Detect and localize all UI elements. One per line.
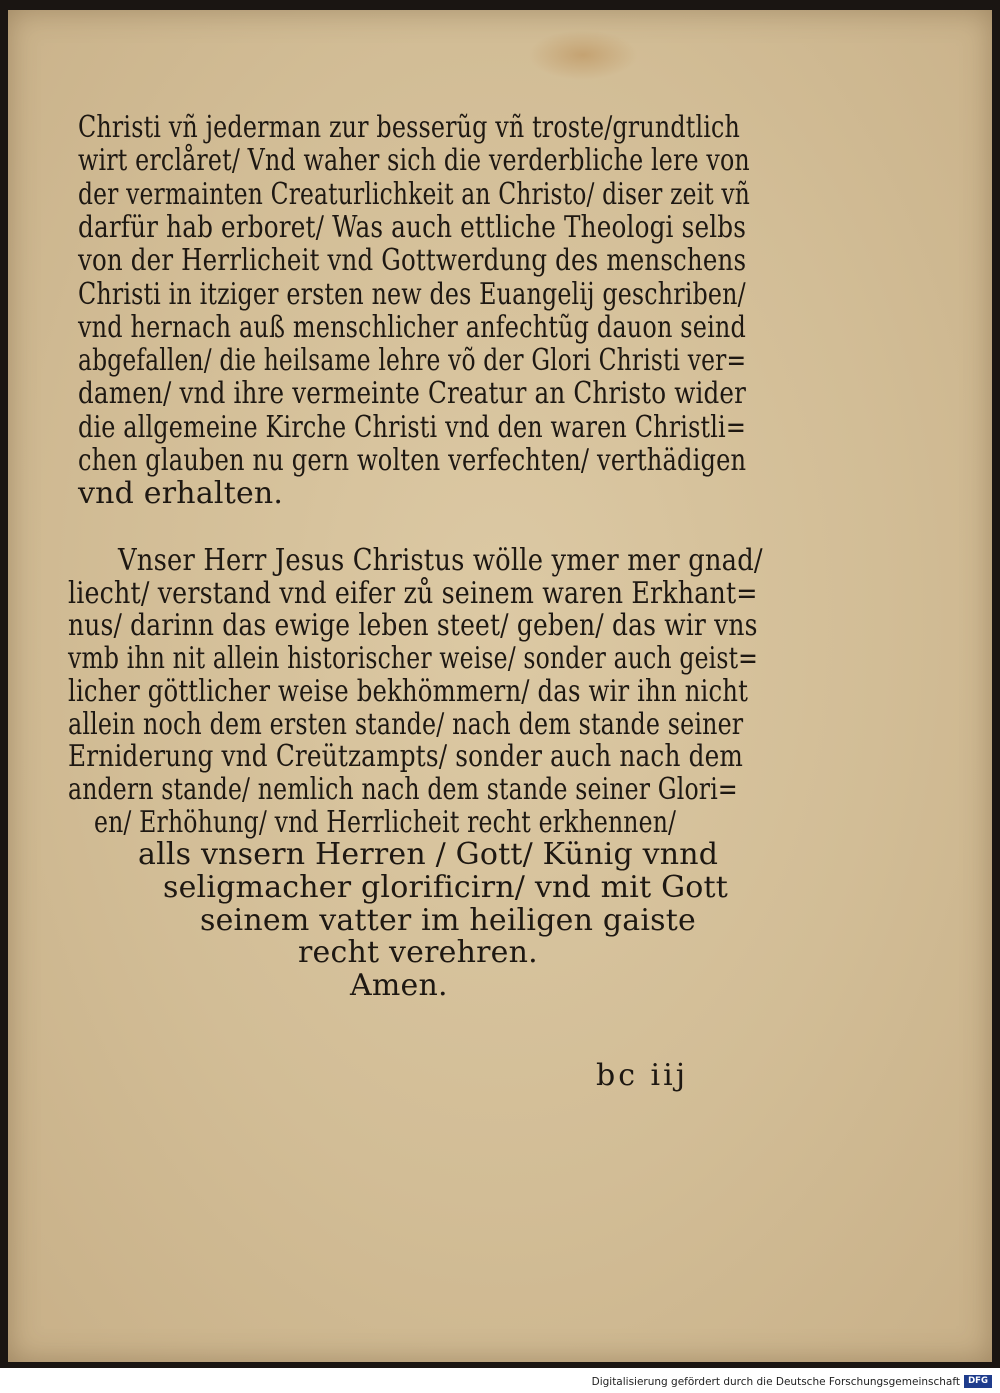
para2-line-14: Amen. <box>350 968 448 1004</box>
signature-mark: bc iij <box>596 1058 689 1093</box>
dfg-logo: DFG <box>964 1375 992 1388</box>
para2-line-1: Vnser Herr Jesus Christus wölle ymer mer gnad/ <box>118 543 763 578</box>
para1-line-8: abgefallen/ die heilsame lehre võ der Glori Christi ver= <box>78 343 747 379</box>
book-page <box>8 10 992 1362</box>
para1-line-1: Christi vñ jederman zur besserũg vñ troste/grundtlich <box>78 110 740 145</box>
para2-line-8: andern stande/ nemlich nach dem stande seiner Glori= <box>68 771 738 807</box>
para2-line-2: liecht/ verstand vnd eifer zů seinem waren Erkhant= <box>68 575 758 611</box>
para1-line-10: die allgemeine Kirche Christi vnd den waren Christli= <box>78 409 747 445</box>
para2-line-11: seligmacher glorificirn/ vnd mit Gott <box>163 870 729 905</box>
para1-line-2: wirt erclåret/ Vnd waher sich die verderbliche lere von <box>78 143 750 179</box>
para2-line-9: en/ Erhöhung/ vnd Herrlicheit recht erkhennen/ <box>94 804 677 840</box>
para2-line-12: seinem vatter im heiligen gaiste <box>200 902 696 938</box>
para2-line-5: licher göttlicher weise bekhömmern/ das wir ihn nicht <box>68 673 749 709</box>
footer-bar <box>0 1368 1000 1393</box>
para1-line-5: von der Herrlicheit vnd Gottwerdung des menschens <box>78 243 747 279</box>
paper-stain <box>528 30 638 80</box>
para1-line-7: vnd hernach auß menschlicher anfechtũg dauon seind <box>78 309 746 345</box>
para1-line-11: chen glauben nu gern wolten verfechten/ verthädigen <box>78 443 747 478</box>
para1-line-3: der vermainten Creaturlichkeit an Christo/ diser zeit vñ <box>78 176 751 212</box>
para2-line-13: recht verehren. <box>298 935 538 971</box>
funding-note: Digitalisierung gefördert durch die Deutsche Forschungsgemeinschaft <box>591 1376 960 1388</box>
para2-line-3: nus/ darinn das ewige leben steet/ geben/ das wir vns <box>68 608 758 644</box>
para1-line-9: damen/ vnd ihre vermeinte Creatur an Christo wider <box>78 376 747 412</box>
para2-line-4: vmb ihn nit allein historischer weise/ sonder auch geist= <box>68 641 759 677</box>
para2-line-6: allein noch dem ersten stande/ nach dem stande seiner <box>68 706 744 742</box>
para1-line-12: vnd erhalten. <box>78 476 284 512</box>
para1-line-4: darfür hab erboret/ Was auch ettliche Theologi selbs <box>78 209 747 245</box>
para1-line-6: Christi in itziger ersten new des Euangelij geschriben/ <box>78 276 746 312</box>
para2-line-10: alls vnsern Herren / Gott/ Künig vnnd <box>138 837 719 873</box>
para2-line-7: Erniderung vnd Creützampts/ sonder auch nach dem <box>68 739 744 775</box>
